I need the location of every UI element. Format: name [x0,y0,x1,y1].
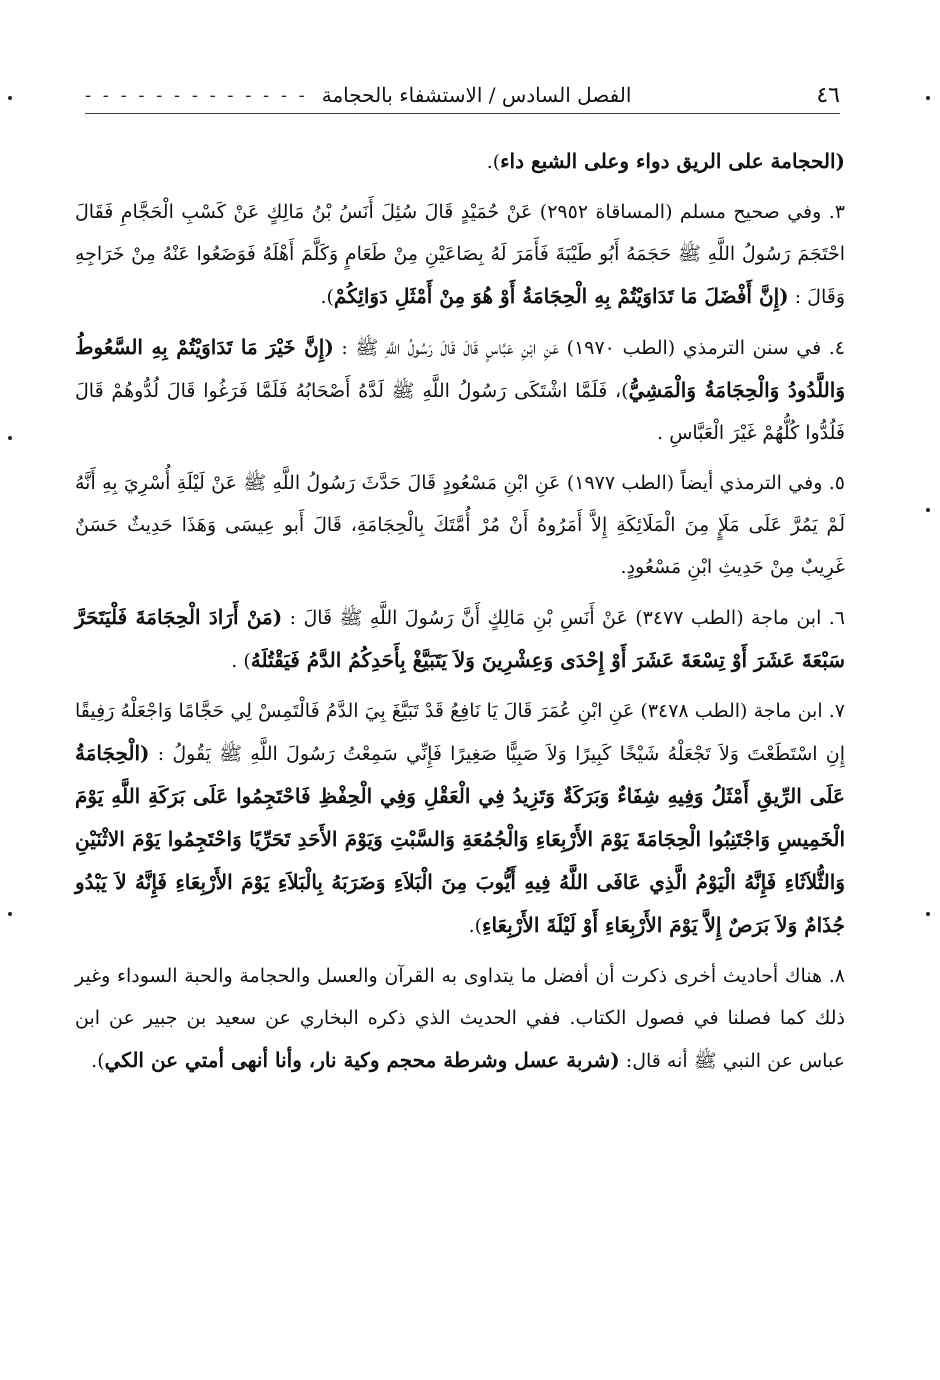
hadith-quote: (الحجامة على الريق دواء وعلى الشبع داء [500,149,845,173]
plain-text: ٣. وفي صحيح مسلم (المساقاة ٢٩٥٢) عَنْ حُمَيْدٍ قَالَ سُئِلَ أَنَسُ بْنُ مَالِكٍ عَنْ كَسْبِ الْحَجَّامِ فَقَالَ احْتَجَمَ رَسُولُ اللَّهِ ﷺ حَجَمَهُ أَبُو طَيْبَةَ فَأَمَرَ لَهُ بِصَاعَيْنِ مِنْ طَعَامٍ وَكَلَّمَ أَهْلَهُ فَوَضَعُوا عَنْهُ مِنْ خَرَاجِهِ وَقَالَ : [75,201,845,308]
plain-text: ٤. في سنن الترمذي (الطب ١٩٧٠) عَنِ ابْنِ عَبَّاسٍ قَالَ قَالَ رَسُولُ اللَّهِ ﷺ : [333,337,845,359]
running-title-group [85,83,631,107]
hadith-quote: (الْحِجَامَةُ عَلَى الرِّيقِ أَمْثَلُ وَفِيهِ شِفَاءٌ وَبَرَكَةٌ وَتَزِيدُ فِي الْعَقْلِ وَفِي الْحِفْظِ فَاحْتَجِمُوا عَلَى بَرَكَةِ اللَّهِ يَوْمَ الْخَمِيسِ وَاجْتَنِبُوا الْحِجَامَةَ يَوْمَ الأَرْبِعَاءِ وَالْجُمُعَةِ وَالسَّبْتِ وَيَوْمَ الأَحَدِ تَحَرِّيًا وَاحْتَجِمُوا يَوْمَ الاثْنَيْنِ وَالثُّلاَثَاءِ فَإِنَّهُ الْيَوْمُ الَّذِي عَافَى اللَّهُ فِيهِ أَيُّوبَ مِنَ الْبَلاَءِ وَضَرَبَهُ بِالْبَلاَءِ يَوْمَ الأَرْبِعَاءِ فَإِنَّهُ لاَ يَبْدُو جُذَامٌ وَلاَ بَرَصٌ إِلاَّ يَوْمَ الأَرْبِعَاءِ أَوْ لَيْلَةَ الأَرْبِعَاءِ [75,741,845,937]
plain-text: ٥. وفي الترمذي أيضاً (الطب ١٩٧٧) عَنِ ابْنِ مَسْعُودٍ قَالَ حَدَّثَ رَسُولُ اللَّهِ ﷺ عَنْ لَيْلَةِ أُسْرِيَ بِهِ أَنَّهُ لَمْ يَمُرَّ عَلَى مَلَإٍ مِنَ الْمَلَائِكَةِ إِلاَّ أَمَرُوهُ أَنْ مُرْ أُمَّتَكَ بِالْحِجَامَةِ، قَالَ أَبو عِيسَى وَهَذَا حَدِيثٌ حَسَنٌ غَرِيبٌ مِنْ حَدِيثِ ابْنِ مَسْعُودٍ. [75,472,845,578]
plain-text: )، فَلَمَّا اشْتَكَى رَسُولُ اللَّهِ ﷺ لَدَّهُ أَصْحَابُهُ فَلَمَّا فَرَغُوا قَالَ لُدُّوهُمْ قَالَ فَلُدُّوا كُلُّهُمْ غَيْرَ الْعَبَّاسِ . [75,380,845,444]
paragraph-6 [75,596,845,682]
paragraph-5 [75,462,845,588]
hadith-quote: (شربة عسل وشرطة محجم وكية نار، وأنا أنهى أمتي عن الكي [104,1048,620,1072]
plain-text: ). [486,151,501,173]
hadith-quote: (إِنَّ خَيْرَ مَا تَدَاوَيْتُمْ بِهِ السَّعُوطُ وَاللَّدُودُ وَالْحِجَامَةُ وَالْمَشِيُّ [75,335,845,402]
margin-mark [926,96,930,100]
plain-text: ). [320,286,334,308]
running-header [85,80,840,110]
margin-mark [926,912,930,916]
paragraph-8 [75,955,845,1082]
paragraph-intro [75,140,845,183]
chapter-title: الفصل السادس / الاستشفاء بالحجامة [321,83,632,107]
margin-mark [8,96,12,100]
margin-mark [8,912,12,916]
page-number: ٤٦ [816,82,840,108]
plain-text: ) . [231,650,251,672]
plain-text: ٦. ابن ماجة (الطب ٣٤٧٧) عَنْ أَنَسِ بْنِ مَالِكٍ أَنَّ رَسُولَ اللَّهِ ﷺ قَالَ : [282,607,845,629]
plain-text: ). [91,1050,105,1072]
plain-text: ٨. هناك أحاديث أخرى ذكرت أن أفضل ما يتداوى به القرآن والعسل والحجامة والحبة السوداء وغير ذلك كما فصلنا في فصول الكتاب. ففي الحديث الذي ذكره البخاري عن سعيد بن جبير عن ابن عباس عن النبي ﷺ أنه قال: [75,965,845,1072]
plain-text: ٧. ابن ماجة (الطب ٣٤٧٨) عَنِ ابْنِ عُمَرَ قَالَ يَا نَافِعُ قَدْ تَبَيَّغَ بِيَ الدَّمُ فَالْتَمِسْ لِي حَجَّامًا وَاجْعَلْهُ رَفِيقًا إِنِ اسْتَطَعْتَ وَلاَ تَجْعَلْهُ شَيْخًا كَبِيرًا وَلاَ صَبِيًّا صَغِيرًا فَإِنِّي سَمِعْتُ رَسُولَ اللَّهِ ﷺ يَقُولُ : [75,700,845,765]
paragraph-4 [75,326,845,454]
header-dashes: - - - - - - - - - - - - - [85,84,308,106]
header-rule [85,113,840,114]
paragraph-7 [75,690,845,947]
margin-mark [8,436,12,440]
page-body [75,140,845,1090]
plain-text: ). [468,915,483,937]
hadith-quote: (إِنَّ أَفْضَلَ مَا تَدَاوَيْتُمْ بِهِ الْحِجَامَةُ أَوْ هُوَ مِنْ أَمْثَلِ دَوَائِكُمْ [333,284,789,308]
hadith-quote: (مَنْ أَرَادَ الْحِجَامَةَ فَلْيَتَحَرَّ سَبْعَةَ عَشَرَ أَوْ تِسْعَةَ عَشَرَ أَوْ إِحْدَى وَعِشْرِينَ وَلاَ يَتَبَيَّغْ بِأَحَدِكُمُ الدَّمُ فَيَقْتُلَهُ [75,605,845,672]
paragraph-3 [75,191,845,318]
margin-mark [926,508,930,512]
